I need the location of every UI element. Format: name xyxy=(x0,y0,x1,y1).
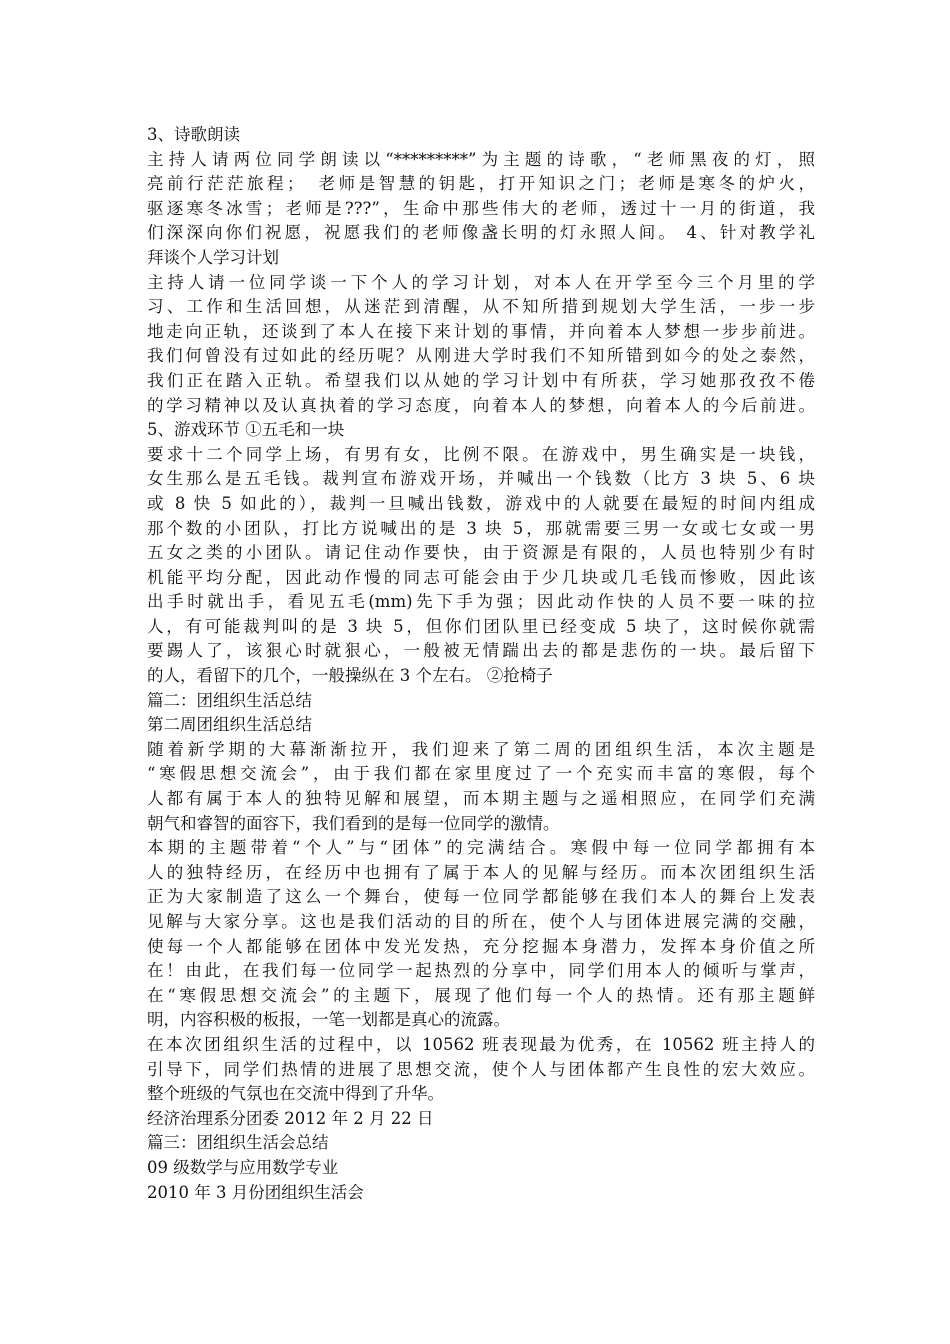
text-line: 随着新学期的大幕渐渐拉开，我们迎来了第二周的团组织生活，本次主题是 xyxy=(147,739,815,759)
text-line: 主持人请一位同学谈一下个人的学习计划，对本人在开学至今三个月里的学 xyxy=(147,272,815,292)
text-line: 拜谈个人学习计划 xyxy=(147,247,279,267)
text-line: 篇三：团组织生活会总结 xyxy=(147,1133,329,1153)
text-line: 机能平均分配，因此动作慢的同志可能会由于少几块或几毛钱而惨败，因此该 xyxy=(147,567,815,587)
text-line: 在！由此，在我们每一位同学一起热烈的分享中，同学们用本人的倾听与掌声， xyxy=(147,961,815,981)
text-line: 出手时就出手，看见五毛(mm)先下手为强；因此动作快的人员不要一味的拉 xyxy=(147,592,815,612)
text-line: 我们正在踏入正轨。希望我们以从她的学习计划中有所获，学习她那孜孜不倦 xyxy=(147,370,815,390)
text-line: 亮前行茫茫旅程； 老师是智慧的钥匙，打开知识之门；老师是寒冬的炉火， xyxy=(147,174,815,194)
text-line: 3、诗歌朗读 xyxy=(147,125,240,144)
text-line: 本期的主题带着“个人”与“团体”的完满结合。寒假中每一位同学都拥有本 xyxy=(147,838,815,858)
document-body xyxy=(147,123,815,1205)
text-line: 在本次团组织生活的过程中，以 10562 班表现最为优秀，在 10562 班主持人的 xyxy=(147,1034,815,1054)
text-line: 人都有属于本人的独特见解和展望，而本期主题与之遥相照应，在同学们充满 xyxy=(147,789,815,809)
text-line: 的学习精神以及认真执着的学习态度，向着本人的梦想，向着本人的今后前进。 xyxy=(147,395,815,415)
text-line: 见解与大家分享。这也是我们活动的目的所在，使个人与团体进展完满的交融， xyxy=(147,912,815,931)
text-line: 五女之类的小团队。请记住动作要快，由于资源是有限的，人员也特别少有时 xyxy=(147,543,815,563)
text-line: 人的独特经历，在经历中也拥有了属于本人的见解与经历。而本次团组织生活 xyxy=(147,862,815,882)
text-line: 第二周团组织生活总结 xyxy=(147,715,312,735)
text-line: 习、工作和生活回想，从迷茫到清醒，从不知所措到规划大学生活，一步一步 xyxy=(147,297,815,317)
text-line: “寒假思想交流会”，由于我们都在家里度过了一个充实而丰富的寒假，每个 xyxy=(147,764,815,784)
text-line: 们深深向你们祝愿，祝愿我们的老师像盏长明的灯永照人间。 4、针对教学礼 xyxy=(147,223,815,243)
text-line: 经济治理系分团委 2012 年 2 月 22 日 xyxy=(147,1108,434,1128)
text-line: 女生那么是五毛钱。裁判宣布游戏开场，并喊出一个钱数（比方 3 块 5、6 块 xyxy=(147,469,815,489)
text-line: 或 8 快 5 如此的），裁判一旦喊出钱数，游戏中的人就要在最短的时间内组成 xyxy=(147,493,815,513)
text-line: 要踢人了，该狠心时就狠心，一般被无情踹出去的都是悲伤的一块。最后留下 xyxy=(147,641,815,661)
text-line: 使每一个人都能够在团体中发光发热，充分挖掘本身潜力，发挥本身价值之所 xyxy=(147,936,815,956)
text-line: 篇二：团组织生活总结 xyxy=(147,690,312,710)
text-line: 的人，看留下的几个，一般操纵在 3 个左右。 ②抢椅子 xyxy=(147,666,553,686)
text-line: 正为大家制造了这么一个舞台，使每一位同学都能够在我们本人的舞台上发表 xyxy=(147,887,815,907)
text-line: 引导下，同学们热情的进展了思想交流，使个人与团体都产生良性的宏大效应。 xyxy=(147,1059,815,1079)
text-line: 明，内容积极的板报，一笔一划都是真心的流露。 xyxy=(147,1010,510,1030)
text-line: 2010 年 3 月份团组织生活会 xyxy=(147,1182,364,1202)
text-line: 整个班级的气氛也在交流中得到了升华。 xyxy=(147,1084,444,1104)
text-line: 5、游戏环节 ①五毛和一块 xyxy=(147,420,345,440)
text-line: 主持人请两位同学朗读以“*********”为主题的诗歌，“老师黑夜的灯，照 xyxy=(147,149,815,169)
text-line: 人，有可能裁判叫的是 3 块 5，但你们团队里已经变成 5 块了，这时候你就需 xyxy=(147,616,815,636)
text-line: 我们何曾没有过如此的经历呢？从刚进大学时我们不知所错到如今的处之泰然， xyxy=(147,346,815,366)
text-line: 那个数的小团队，打比方说喊出的是 3 块 5，那就需要三男一女或七女或一男 xyxy=(147,518,815,538)
text-line: 朝气和睿智的面容下，我们看到的是每一位同学的激情。 xyxy=(147,813,560,833)
text-line: 驱逐寒冬冰雪；老师是???”，生命中那些伟大的老师，透过十一月的街道，我 xyxy=(147,198,815,218)
text-line: 09 级数学与应用数学专业 xyxy=(147,1157,339,1177)
text-line: 地走向正轨，还谈到了本人在接下来计划的事情，并向着本人梦想一步步前进。 xyxy=(147,321,815,341)
text-line: 要求十二个同学上场，有男有女，比例不限。在游戏中，男生确实是一块钱， xyxy=(147,444,815,464)
text-line: 在“寒假思想交流会”的主题下，展现了他们每一个人的热情。还有那主题鲜 xyxy=(147,985,815,1005)
